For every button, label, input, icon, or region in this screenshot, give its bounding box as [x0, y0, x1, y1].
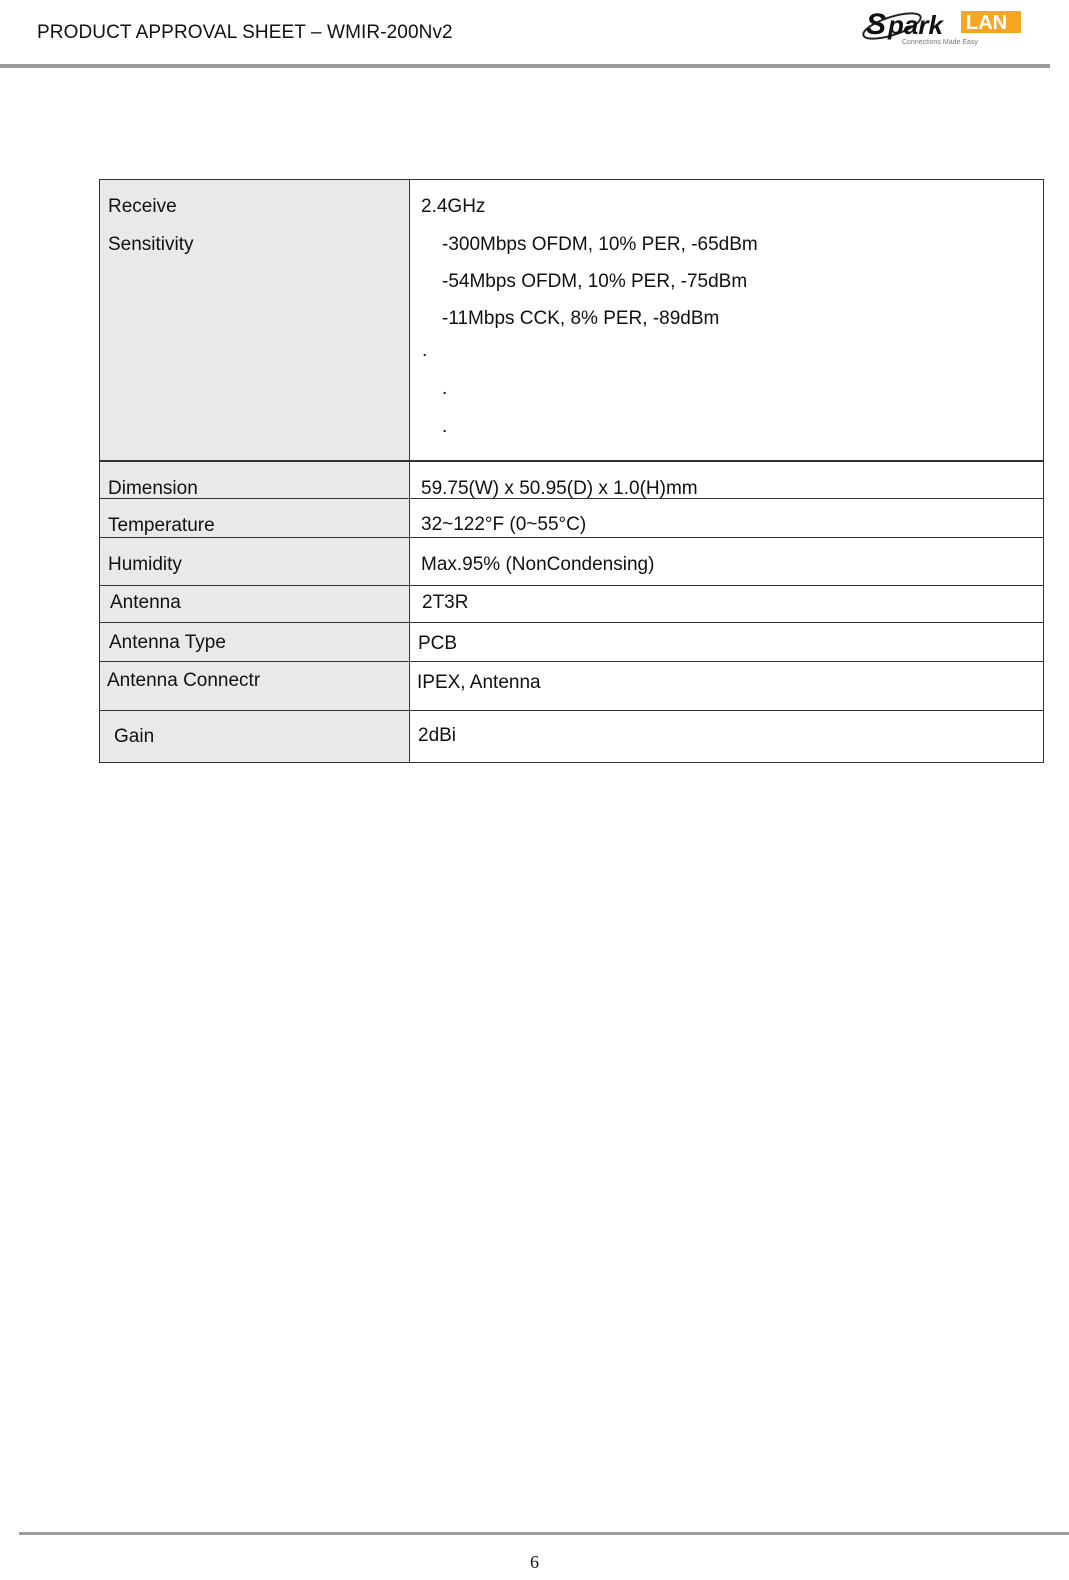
page-header-title: PRODUCT APPROVAL SHEET – WMIR-200Nv2	[37, 22, 453, 43]
antenna-connector-value-cell	[410, 662, 1043, 710]
gain-label-cell	[100, 711, 410, 762]
antenna-type-value-cell	[410, 623, 1043, 661]
table-row-antenna-type	[99, 622, 1044, 662]
antenna-value-cell	[410, 586, 1043, 622]
table-row-receive-sensitivity	[99, 179, 1044, 461]
table-row-antenna	[99, 585, 1044, 623]
antenna-connector-label-cell	[100, 662, 410, 710]
receive-sensitivity-value-cell	[410, 180, 1043, 460]
table-row-humidity	[99, 537, 1044, 586]
receive-sensitivity-label-cell	[100, 180, 410, 460]
temperature-value-cell	[410, 499, 1043, 537]
svg-text:Connections Made Easy: Connections Made Easy	[902, 39, 978, 46]
gain-label: Gain	[114, 726, 155, 747]
sensitivity-line-54mbps: -54Mbps OFDM, 10% PER, -75dBm	[442, 271, 748, 292]
sensitivity-line-11mbps: -11Mbps CCK, 8% PER, -89dBm	[442, 308, 720, 329]
svg-text:LAN: LAN	[966, 12, 1008, 34]
antenna-connector-value: IPEX, Antenna	[417, 672, 541, 693]
table-row-gain	[99, 710, 1044, 763]
band-label: 2.4GHz	[421, 196, 486, 217]
table-row-temperature	[99, 498, 1044, 538]
humidity-value-cell	[410, 538, 1043, 585]
svg-text:park: park	[888, 10, 943, 40]
antenna-type-value: PCB	[418, 633, 458, 654]
dimension-label-cell	[100, 462, 410, 498]
sensitivity-label: Sensitivity	[108, 234, 194, 255]
svg-text:S: S	[866, 8, 887, 41]
antenna-label: Antenna	[110, 592, 181, 613]
temperature-label: Temperature	[108, 515, 215, 536]
antenna-type-label-cell	[100, 623, 410, 661]
humidity-value: Max.95% (NonCondensing)	[421, 554, 655, 575]
antenna-label-cell	[100, 586, 410, 622]
antenna-value: 2T3R	[422, 592, 469, 613]
gain-value: 2dBi	[418, 725, 457, 746]
antenna-connector-label: Antenna Connectr	[107, 670, 261, 691]
dimension-value: 59.75(W) x 50.95(D) x 1.0(H)mm	[421, 478, 698, 499]
temperature-value: 32~122°F (0~55°C)	[421, 514, 587, 535]
dot-marker: .	[442, 416, 448, 437]
header-divider	[0, 64, 1050, 68]
dot-marker: .	[442, 378, 448, 399]
gain-value-cell	[410, 711, 1043, 762]
dot-marker: .	[422, 340, 428, 361]
page-number: 6	[530, 1552, 539, 1572]
temperature-label-cell	[100, 499, 410, 537]
humidity-label: Humidity	[108, 554, 182, 575]
table-row-antenna-connector	[99, 661, 1044, 711]
footer-divider	[19, 1532, 1069, 1535]
dimension-value-cell	[410, 462, 1043, 498]
receive-label: Receive	[108, 196, 177, 217]
table-row-dimension	[99, 461, 1044, 499]
antenna-type-label: Antenna Type	[109, 632, 226, 653]
sensitivity-line-300mbps: -300Mbps OFDM, 10% PER, -65dBm	[442, 234, 758, 255]
sparklan-logo	[858, 4, 1026, 48]
dimension-label: Dimension	[108, 478, 198, 499]
humidity-label-cell	[100, 538, 410, 585]
